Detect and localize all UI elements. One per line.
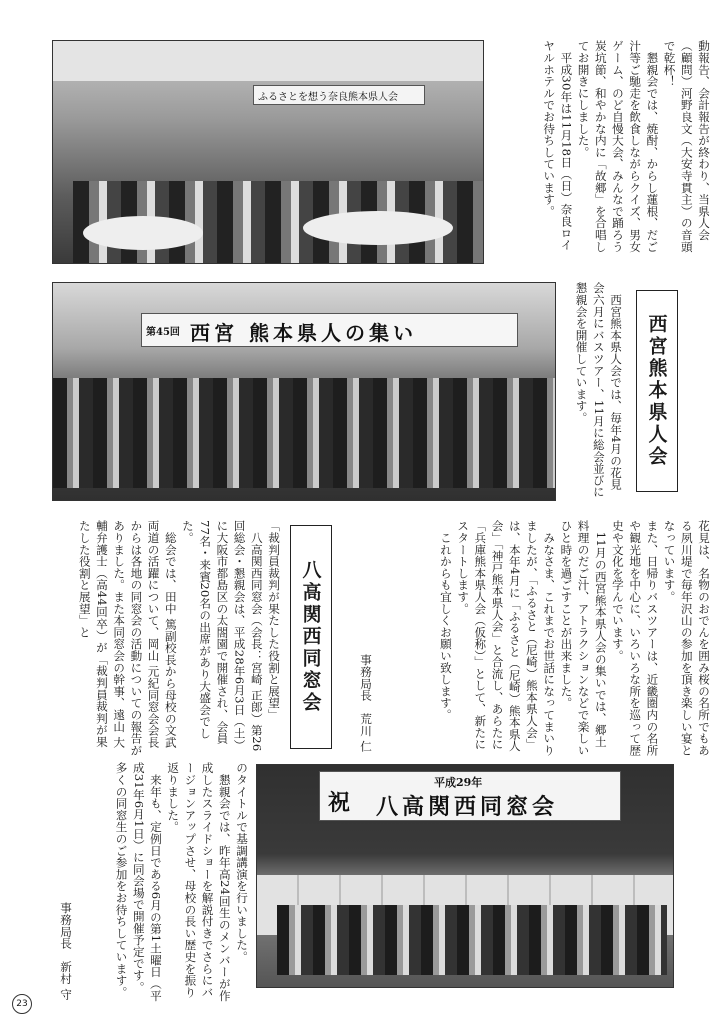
signature-nishinomiya: 事務局長 荒川 仁 bbox=[359, 653, 373, 752]
article-nara-continuation: 動報告、会計報告が終わり、当県人会（顧問）河野良文（大安寺貫主）の音頭で乾杯！ 懇親会では、焼酎、からし蓮根、だご汁等ご馳走を飲食しながらクイズ、男女ゲーム、のど自慢大会、みんなで踊ろう炭坑節、和やかな内に「故郷」を合唱してお開きにしました。 平成30年は11月18日（日）奈良ロイヤルホテルでお待ちしています。 bbox=[542, 40, 711, 253]
heading-hachiko-text: 八高関西同窓会 bbox=[299, 560, 322, 714]
article-hachiko-body-2: のタイトルで基調講演を行いました。 懇親会では、昨年高24回生のメンバーが作成したスライドショーを解説付きでさらにバージョンアップさせ、母校の長い歴史を振り返りました。 来年も、定例日である6月の第1土曜日（平成31年6月1日）に同会場で開催予定です。多くの同窓生のご参加をお待ちしています。 bbox=[114, 762, 249, 1002]
banner bbox=[319, 771, 621, 821]
group-photo-nishinomiya bbox=[52, 282, 556, 501]
heading-nishinomiya-text: 西宮熊本県人会 bbox=[645, 314, 668, 468]
heading-hachiko bbox=[290, 525, 332, 749]
article-nishinomiya-body: 花見は、名物のおでんを囲み桜の名所でもある夙川堤で毎年沢山の参加を頂き楽しい宴となっています。 また、日帰りバスツアーは、近畿圏内の名所や観光地を中心に、いろいろな所を巡って歴史や文化を学んでいます。 11月の西宮熊本県人会の集いでは、郷土料理のだご汁、アトラクションなどで楽しいひと時を過ごすことが出来ました。 みなさま、これまでお世話になってまいりましたが、「ふるさと（尼崎）熊本県人会」は、本年4月に「ふるさと（尼崎）熊本県人会」「神戸熊本県人会」と合流し、あらたに「兵庫熊本県人会（仮称）」として、新たにスタートします。 これからも宜しくお願い致します。 bbox=[438, 520, 711, 756]
banner-text: 八高関西同窓会 bbox=[376, 794, 559, 820]
signature-hachiko: 事務局長 新村 守 bbox=[59, 901, 73, 1000]
article-nishinomiya-intro: 西宮熊本県人会では、毎年4月の花見会六月にバスツアー、11月に総会並びに懇親会を開催しています。 bbox=[574, 282, 623, 498]
banner-text: ふるさとを想う奈良熊本県人会 bbox=[258, 92, 398, 103]
banquet-photo-nara bbox=[52, 40, 484, 264]
banner-number: 第45回 bbox=[146, 327, 180, 338]
banner bbox=[141, 313, 518, 347]
article-hachiko-body-1: 「裁判員裁判が果たした役割と展望」 八高関西同窓会（会長：宮崎 正郎）第26回総会・懇親会は、平成28年6月3日（土）に大阪市都島区の太閤園で開催され、会員77名・来賓20名の出席があり大盛会でした。 総会では、田中 篤副校長から母校の文武両道の活躍について、岡山 元紀同窓会会長からは各地の同窓会の活動についての報告がありました。また本同窓会の幹事、遠山 大輔弁護士（高44回卒）が「裁判員裁判が果たした役割と展望」と bbox=[77, 520, 281, 756]
group-photo-hachiko bbox=[256, 764, 674, 988]
banner-iwai: 祝 bbox=[328, 790, 351, 816]
banner-text: 西宮 熊本県人の集い bbox=[190, 321, 417, 345]
banner-year: 平成29年 bbox=[434, 776, 483, 789]
heading-nishinomiya bbox=[636, 290, 678, 492]
banner bbox=[253, 85, 425, 105]
page-number: 23 bbox=[12, 994, 32, 1014]
